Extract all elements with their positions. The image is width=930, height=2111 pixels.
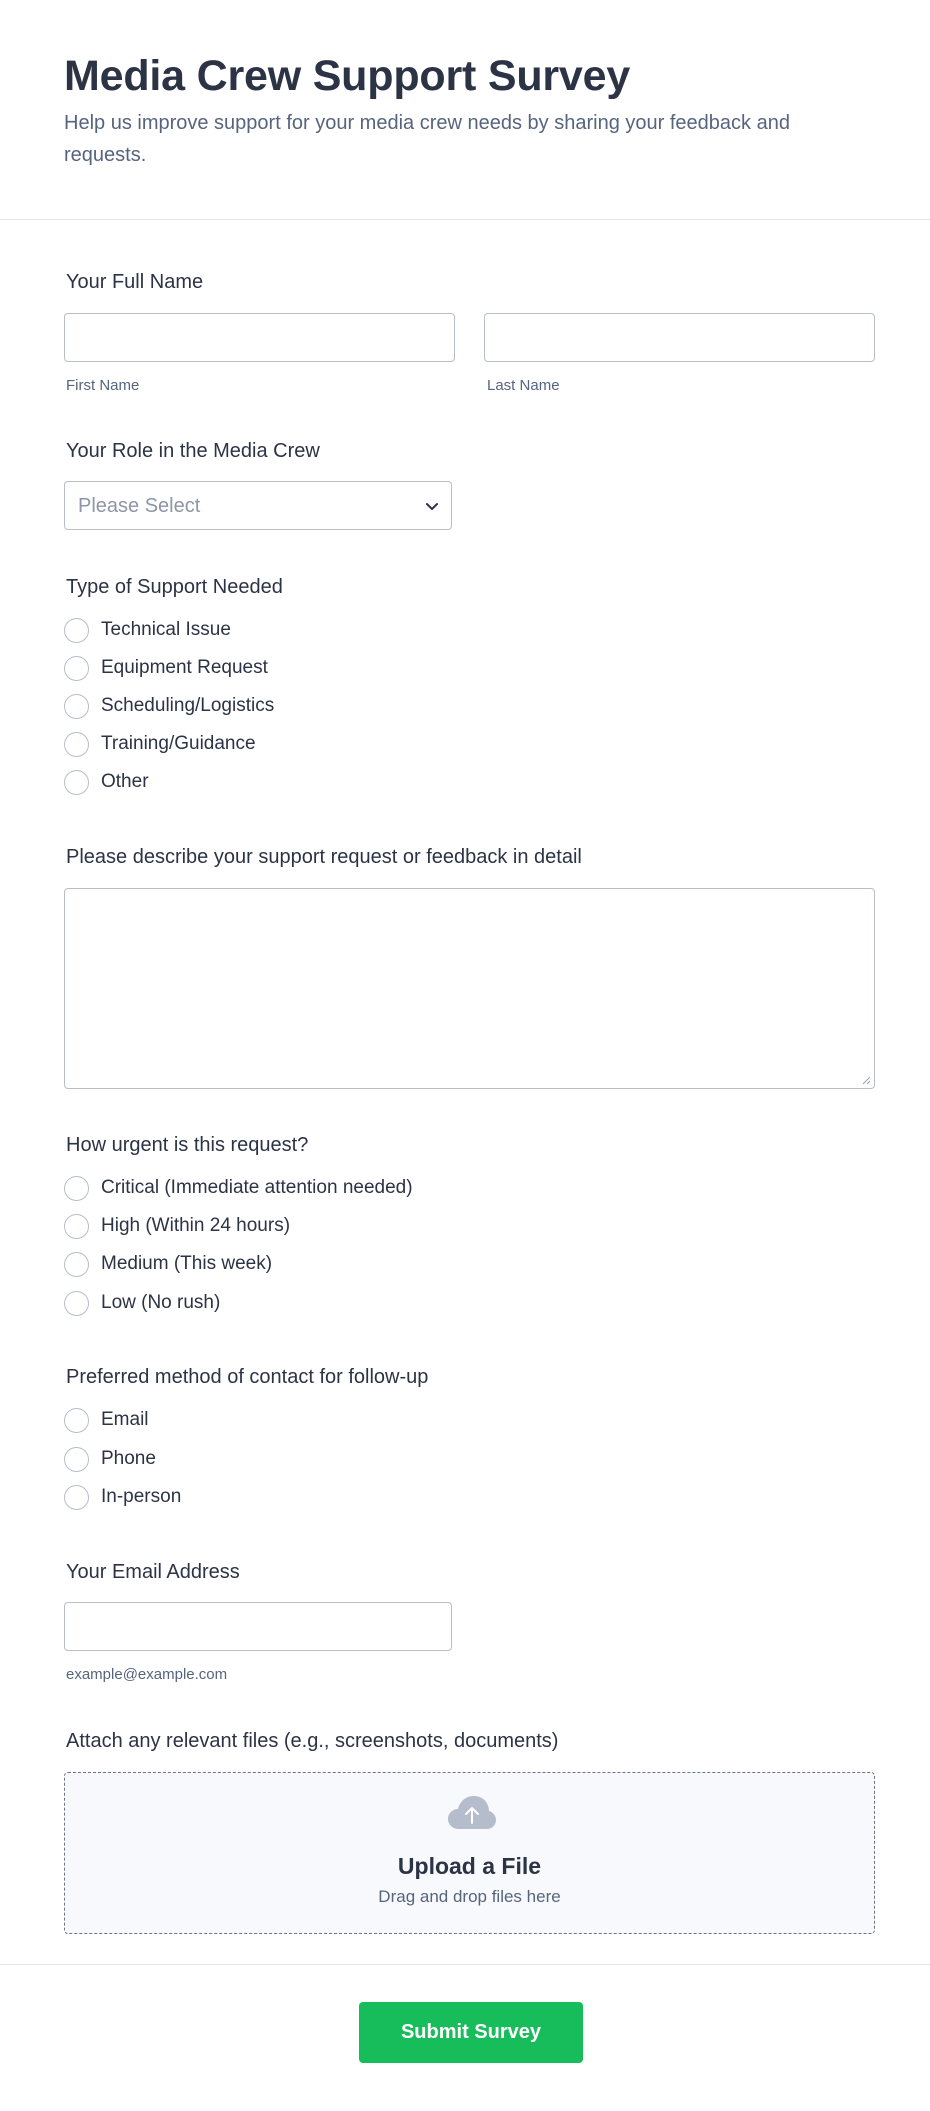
radio-button[interactable] <box>64 1252 89 1277</box>
contact-option[interactable] <box>64 1405 149 1435</box>
attachments-label: Attach any relevant files (e.g., screenshots, documents) <box>66 1730 559 1752</box>
page-subtitle: Help us improve support for your media crew needs by sharing your feedback and requests. <box>64 112 790 166</box>
email-field[interactable] <box>64 1602 452 1651</box>
form-footer <box>0 1964 930 2111</box>
contact-option[interactable] <box>64 1444 156 1474</box>
role-dropdown-placeholder: Please Select <box>78 495 201 517</box>
radio-button[interactable] <box>64 1176 89 1201</box>
radio-button[interactable] <box>64 1291 89 1316</box>
support-type-label: Type of Support Needed <box>66 576 283 598</box>
cloud-upload-icon <box>447 1795 497 1831</box>
support-option[interactable] <box>64 729 256 759</box>
details-textarea[interactable] <box>64 888 875 1089</box>
support-option[interactable] <box>64 653 268 683</box>
email-label: Your Email Address <box>66 1561 240 1583</box>
role-dropdown[interactable] <box>64 481 452 530</box>
urgency-option[interactable] <box>64 1288 220 1318</box>
first-name-input[interactable] <box>64 313 455 362</box>
radio-button[interactable] <box>64 1447 89 1472</box>
role-label: Your Role in the Media Crew <box>66 440 320 462</box>
radio-label: Scheduling/Logistics <box>101 695 275 716</box>
radio-label: Email <box>101 1409 149 1430</box>
urgency-option[interactable] <box>64 1249 272 1279</box>
radio-label: Technical Issue <box>101 619 231 640</box>
radio-label: Equipment Request <box>101 657 268 678</box>
email-sublabel: example@example.com <box>66 1666 228 1683</box>
details-label: Please describe your support request or feedback in detail <box>66 846 582 868</box>
last-name-input[interactable] <box>484 313 875 362</box>
radio-button[interactable] <box>64 1214 89 1239</box>
radio-label: Medium (This week) <box>101 1253 273 1274</box>
support-option[interactable] <box>64 691 274 721</box>
upload-subtitle: Drag and drop files here <box>378 1887 561 1906</box>
upload-title: Upload a File <box>397 1853 542 1879</box>
chevron-down-icon <box>423 497 441 515</box>
full-name-label: Your Full Name <box>66 271 204 293</box>
urgency-label: How urgent is this request? <box>66 1134 309 1156</box>
radio-label: High (Within 24 hours) <box>101 1215 291 1236</box>
resize-handle-icon[interactable] <box>861 1075 871 1085</box>
radio-button[interactable] <box>64 618 89 643</box>
radio-button[interactable] <box>64 694 89 719</box>
radio-label: In-person <box>101 1486 182 1507</box>
radio-button[interactable] <box>64 1408 89 1433</box>
contact-method-label: Preferred method of contact for follow-up <box>66 1366 429 1388</box>
radio-button[interactable] <box>64 732 89 757</box>
last-name-sublabel: Last Name <box>487 377 560 394</box>
submit-button[interactable]: Submit Survey <box>359 2002 583 2063</box>
file-upload-dropzone[interactable] <box>64 1772 875 1934</box>
radio-label: Training/Guidance <box>101 733 256 754</box>
radio-label: Phone <box>101 1448 156 1469</box>
urgency-option[interactable] <box>64 1211 290 1241</box>
page-title: Media Crew Support Survey <box>64 52 631 100</box>
radio-button[interactable] <box>64 770 89 795</box>
support-option[interactable] <box>64 615 231 645</box>
support-option[interactable] <box>64 767 149 797</box>
radio-button[interactable] <box>64 1485 89 1510</box>
contact-option[interactable] <box>64 1482 181 1512</box>
first-name-sublabel: First Name <box>66 377 140 394</box>
radio-label: Other <box>101 771 149 792</box>
radio-button[interactable] <box>64 656 89 681</box>
radio-label: Low (No rush) <box>101 1292 221 1313</box>
radio-label: Critical (Immediate attention needed) <box>101 1177 413 1198</box>
form-header <box>0 0 930 220</box>
urgency-option[interactable] <box>64 1173 413 1203</box>
